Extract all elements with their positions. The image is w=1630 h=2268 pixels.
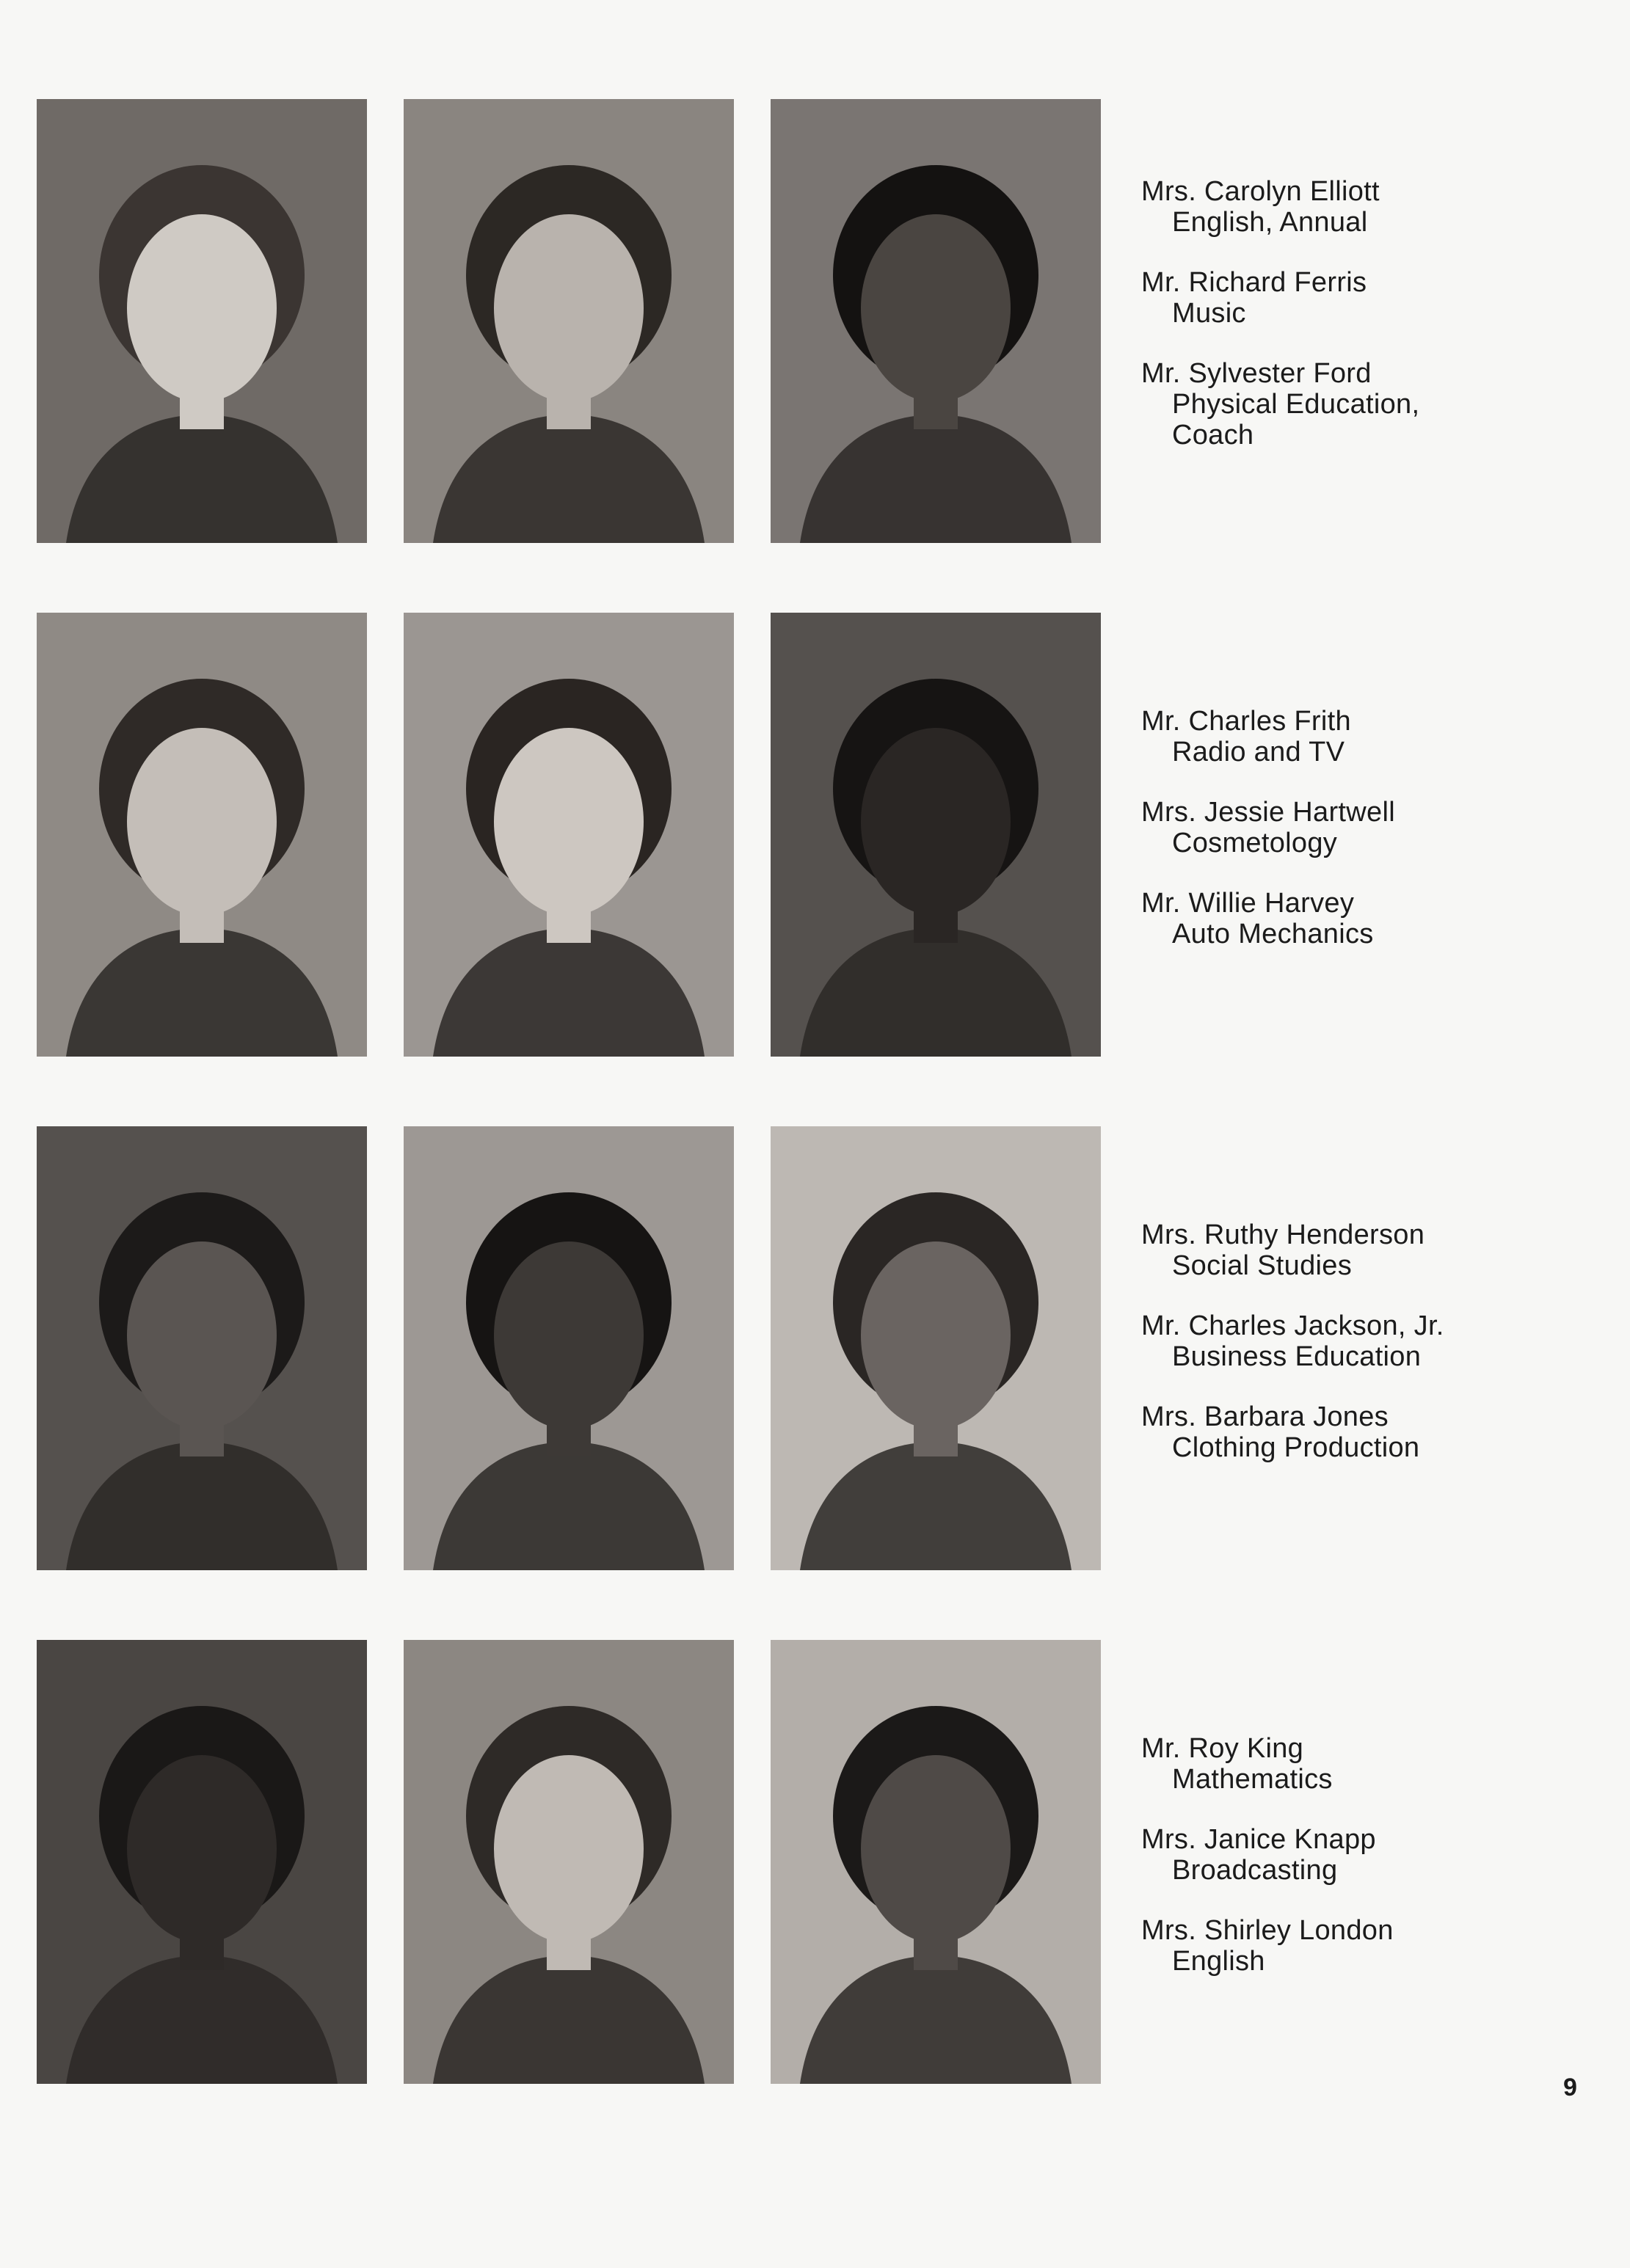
faculty-entry: [1141, 1915, 1582, 1977]
faculty-department: Cosmetology: [1172, 828, 1338, 858]
faculty-department: English: [1172, 1946, 1265, 1977]
faculty-name: Mrs. Jessie Hartwell: [1141, 797, 1395, 828]
faculty-photo-portrait-woman-striped-shirt: [771, 1640, 1101, 2084]
faculty-name: Mrs. Shirley London: [1141, 1915, 1394, 1946]
faculty-department: Business Education: [1172, 1341, 1422, 1372]
faculty-entry: [1141, 267, 1582, 329]
faculty-name: Mrs. Ruthy Henderson: [1141, 1219, 1425, 1250]
faculty-photo-portrait-woman: [404, 613, 734, 1057]
faculty-photo-portrait-man-dark: [37, 1640, 367, 2084]
faculty-entry: [1141, 1310, 1582, 1372]
faculty-name: Mr. Roy King: [1141, 1733, 1304, 1764]
faculty-department: Social Studies: [1172, 1250, 1353, 1281]
faculty-photo-portrait-man-glasses-suit: [404, 1126, 734, 1570]
faculty-department: Broadcasting: [1172, 1855, 1338, 1886]
faculty-department: Radio and TV: [1172, 737, 1345, 767]
faculty-name: Mr. Sylvester Ford: [1141, 358, 1372, 389]
faculty-name: Mr. Willie Harvey: [1141, 888, 1355, 919]
faculty-photo-portrait-man-sunglasses: [404, 99, 734, 543]
faculty-department: Music: [1172, 298, 1246, 329]
faculty-entry: [1141, 888, 1582, 949]
faculty-name: Mr. Charles Frith: [1141, 706, 1351, 737]
faculty-department: Auto Mechanics: [1172, 919, 1374, 949]
faculty-photo-portrait-man-glasses: [37, 613, 367, 1057]
faculty-entry: [1141, 176, 1582, 238]
faculty-entry: [1141, 797, 1582, 858]
faculty-photo-portrait-man-tie: [771, 613, 1101, 1057]
faculty-photo-portrait-woman-smiling: [37, 99, 367, 543]
faculty-department: Clothing Production: [1172, 1432, 1420, 1463]
faculty-photo-portrait-woman-glasses: [37, 1126, 367, 1570]
faculty-department: Mathematics: [1172, 1764, 1333, 1795]
faculty-department: Coach: [1172, 420, 1254, 451]
faculty-photo-portrait-man-smiling: [771, 99, 1101, 543]
faculty-photo-portrait-woman-curly-hair: [771, 1126, 1101, 1570]
faculty-photo-portrait-woman-curly: [404, 1640, 734, 2084]
faculty-department: English, Annual: [1172, 207, 1368, 238]
faculty-entry: [1141, 1733, 1582, 1795]
faculty-department: Physical Education,: [1172, 389, 1420, 420]
faculty-name: Mrs. Janice Knapp: [1141, 1824, 1376, 1855]
faculty-entry: [1141, 1401, 1582, 1463]
faculty-entry: [1141, 1824, 1582, 1886]
faculty-name: Mr. Richard Ferris: [1141, 267, 1367, 298]
faculty-entry: [1141, 358, 1582, 451]
faculty-name: Mr. Charles Jackson, Jr.: [1141, 1310, 1444, 1341]
faculty-name: Mrs. Carolyn Elliott: [1141, 176, 1380, 207]
faculty-entry: [1141, 1219, 1582, 1281]
faculty-entry: [1141, 706, 1582, 767]
page-number: 9: [1563, 2074, 1577, 2101]
faculty-name: Mrs. Barbara Jones: [1141, 1401, 1389, 1432]
